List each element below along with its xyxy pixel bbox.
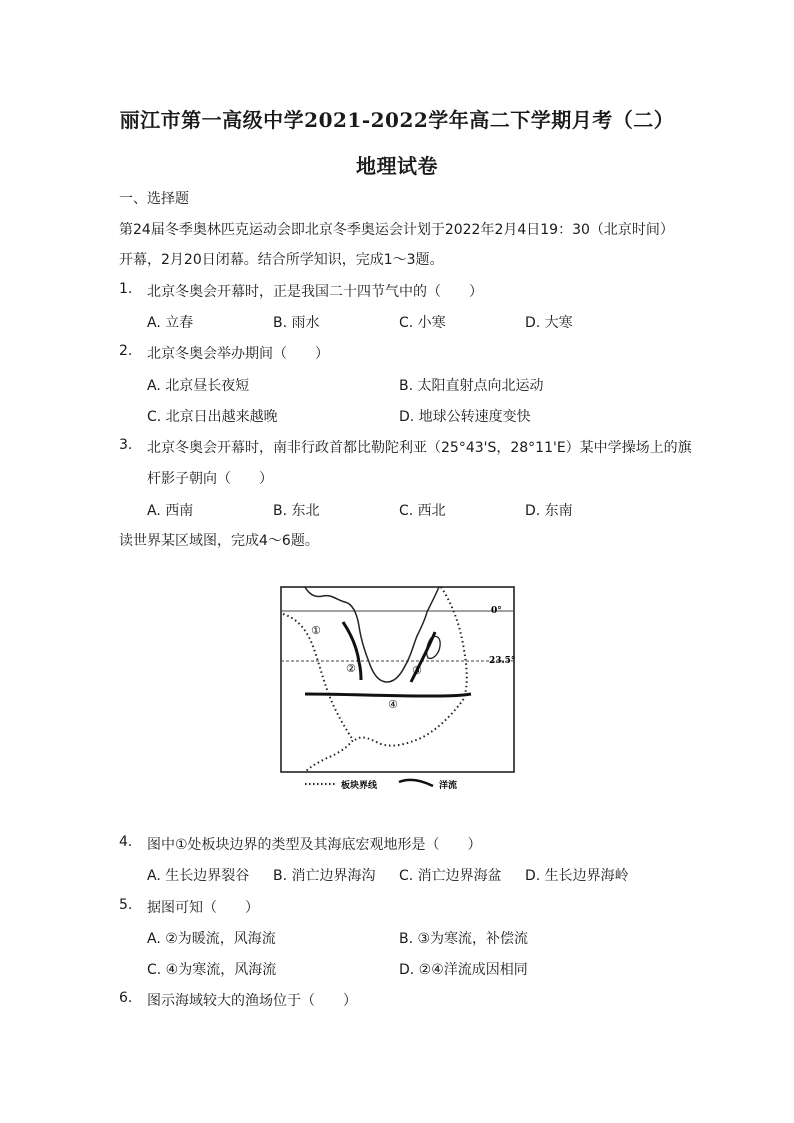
option-c: C. 西北 xyxy=(399,503,446,519)
intro-text-line-2: 开幕，2月20日闭幕。结合所学知识，完成1～3题。 xyxy=(119,252,444,268)
question-text: 北京冬奥会举办期间（ ） xyxy=(147,346,329,362)
question-number: 1. xyxy=(119,281,133,297)
option-b: B. 雨水 xyxy=(273,315,320,331)
option-d: D. ②④洋流成因相同 xyxy=(399,962,528,978)
equator-label: 0° xyxy=(491,606,502,616)
marker-3: ③ xyxy=(412,664,422,677)
question-text: 北京冬奥会开幕时，正是我国二十四节气中的（ ） xyxy=(147,284,483,300)
option-a: A. 西南 xyxy=(147,503,194,519)
option-d: D. 地球公转速度变快 xyxy=(399,409,531,425)
option-b: B. 消亡边界海沟 xyxy=(273,868,376,884)
option-b: B. 太阳直射点向北运动 xyxy=(399,378,544,394)
option-a: A. 北京昼长夜短 xyxy=(147,378,250,394)
option-a: A. 生长边界裂谷 xyxy=(147,868,250,884)
exam-title: 丽江市第一高级中学2021-2022学年高二下学期月考（二） xyxy=(119,108,675,132)
question-text-continued: 杆影子朝向（ ） xyxy=(147,471,273,487)
option-c: C. 北京日出越来越晚 xyxy=(147,409,278,425)
option-c: C. ④为寒流，风海流 xyxy=(147,962,277,978)
option-c: C. 消亡边界海盆 xyxy=(399,868,502,884)
option-d: D. 东南 xyxy=(525,503,573,519)
question-number: 5. xyxy=(119,897,133,913)
option-b: B. 东北 xyxy=(273,503,320,519)
exam-subtitle: 地理试卷 xyxy=(356,154,438,178)
question-text: 北京冬奥会开幕时，南非行政首都比勒陀利亚（25°43'S，28°11'E）某中学操场上的旗 xyxy=(147,440,692,456)
legend-boundary-label: 板块界线 xyxy=(341,781,378,791)
marker-1: ① xyxy=(311,624,321,637)
question-text: 图中①处板块边界的类型及其海底宏观地形是（ ） xyxy=(147,837,482,853)
option-d: D. 大寒 xyxy=(525,315,573,331)
section-heading: 一、选择题 xyxy=(119,191,189,207)
question-number: 3. xyxy=(119,437,133,453)
question-text: 据图可知（ ） xyxy=(147,900,259,916)
question-number: 2. xyxy=(119,343,133,359)
marker-2: ② xyxy=(346,662,356,675)
tropic-label: 23.5° xyxy=(489,656,516,666)
world-region-map xyxy=(275,582,525,796)
option-a: A. 立春 xyxy=(147,315,194,331)
option-a: A. ②为暖流，风海流 xyxy=(147,931,276,947)
legend-current-label: 洋流 xyxy=(439,781,458,791)
legend-current-swatch xyxy=(399,780,433,786)
option-c: C. 小寒 xyxy=(399,315,446,331)
question-number: 6. xyxy=(119,990,133,1006)
option-b: B. ③为寒流，补偿流 xyxy=(399,931,529,947)
question-number: 4. xyxy=(119,834,133,850)
option-d: D. 生长边界海岭 xyxy=(525,868,629,884)
marker-4: ④ xyxy=(388,698,398,711)
question-text: 图示海域较大的渔场位于（ ） xyxy=(147,993,357,1009)
ocean-current-4 xyxy=(305,694,471,696)
map-frame xyxy=(281,587,514,772)
intro-text-line-1: 第24届冬季奥林匹克运动会即北京冬季奥运会计划于2022年2月4日19：30（北京时间） xyxy=(119,222,674,238)
intro-text-line: 读世界某区域图，完成4～6题。 xyxy=(119,533,319,549)
